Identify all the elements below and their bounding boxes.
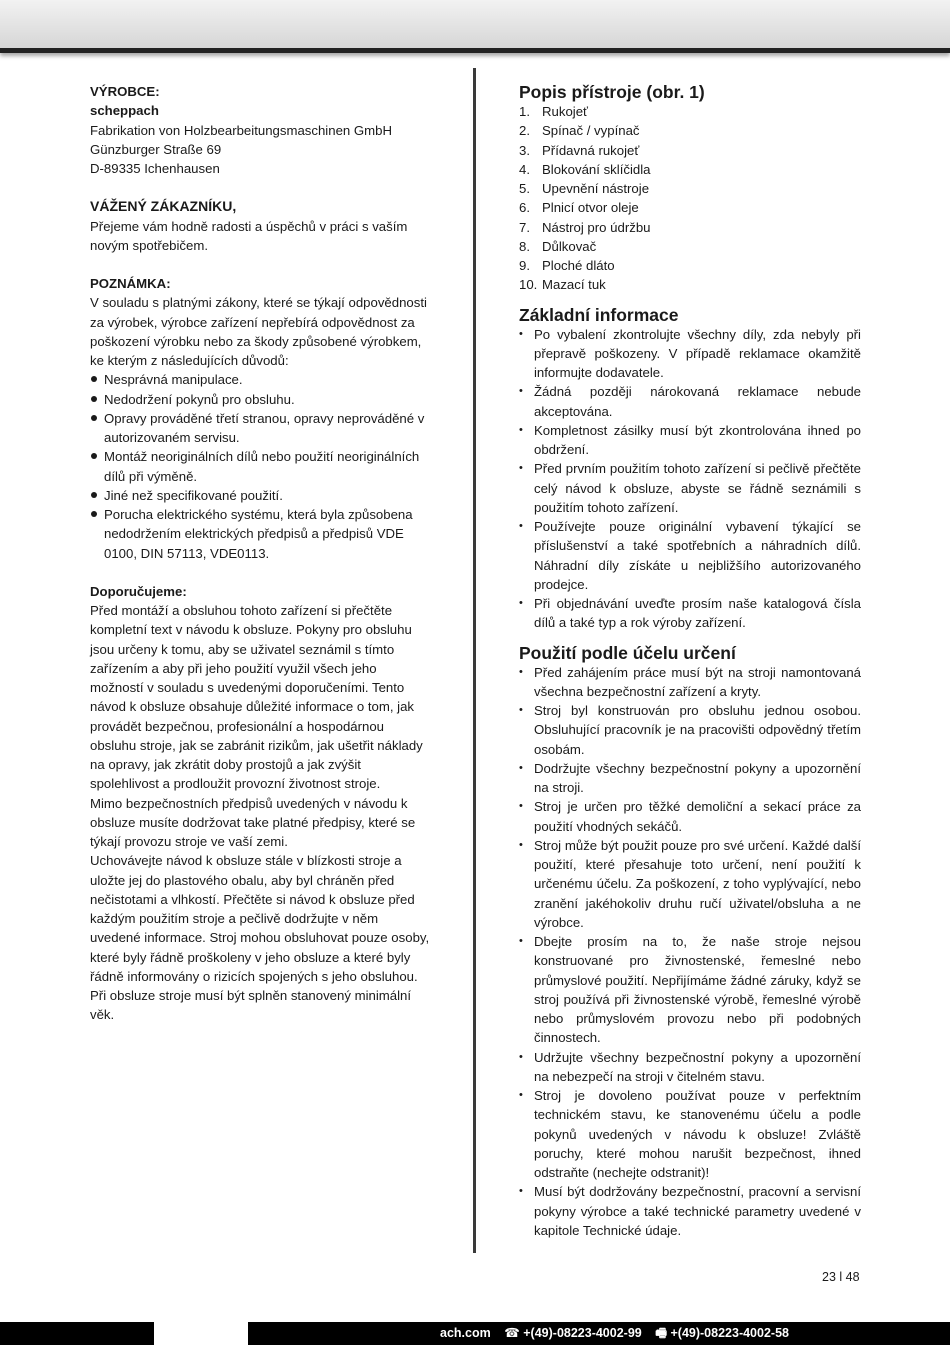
customer-text: Přejeme vám hodně radosti a úspěchů v práci s vaším novým spotřebičem. — [90, 218, 408, 253]
list-item: • Musí být dodržovány bezpečnostní, pracovní a servisní pokyny výrobce a také technické parametry uvedené v kapitole Technické údaje. — [519, 1182, 861, 1240]
intended-use-heading: Použití podle účelu určení — [519, 642, 736, 663]
page-number: 23 l 48 — [822, 1270, 860, 1284]
list-item: • Při objednávání uveďte prosím naše katalogová čísla dílů a také typ a rok výroby zařízení. — [519, 594, 861, 633]
list-item: 9. Ploché dláto — [519, 258, 615, 273]
device-parts-list — [519, 102, 861, 295]
list-item: • Před zahájením práce musí být na stroji namontovaná všechna bezpečnostní zařízení a kryty. — [519, 663, 861, 702]
list-item: 1. Rukojeť — [519, 104, 588, 119]
right-column — [519, 82, 861, 1240]
list-item: 2. Spínač / vypínač — [519, 123, 640, 139]
list-item: • Stroj může být použit pouze pro své určení. Každé další použití, které přesahuje toto určení, není použití k určenému účelu. Za poškození, z toho vyplývající, nebo zranění jakéhokoliv druhu ručí uživatel/obsluha a ne výrobce. — [519, 836, 861, 932]
list-item: • Žádná později nárokovaná reklamace nebude akceptována. — [519, 382, 861, 421]
list-item: • Stroj je dovoleno používat pouze v perfektním technickém stavu, ke stanovenému účelu a podle pokynů uvedených v návodu k obsluze! Zvláště poruchy, které mohou narušit bezpečnost, ihned odstraňte (nechejte odstranit)! — [519, 1086, 861, 1182]
recommend-paragraph: Mimo bezpečnostních předpisů uvedených v návodu k obsluze musíte dodržovat take platné předpisy, které se týkají provozu stroje ve vaší zemi. — [90, 795, 416, 849]
list-item: 4. Blokování sklíčidla — [519, 161, 651, 177]
manufacturer-line: Fabrikation von Holzbearbeitungsmaschinen GmbH — [90, 122, 392, 138]
list-item: • Kompletnost zásilky musí být zkontrolována ihned po obdržení. — [519, 421, 861, 460]
list-item: • Udržujte všechny bezpečnostní pokyny a upozornění na nebezpečí na stroji v čitelném stavu. — [519, 1048, 861, 1087]
device-heading: Popis přístroje (obr. 1) — [519, 82, 705, 102]
manufacturer-name: scheppach — [90, 103, 159, 119]
footer-bar — [0, 1322, 950, 1345]
list-item: • Po vybalení zkontrolujte všechny díly, zda nebyly při přepravě poškozeny. V případě reklamace okamžitě informujte dodavatele. — [519, 325, 861, 383]
list-item: 8. Důlkovač — [519, 238, 597, 254]
list-item: Opravy prováděné třetí stranou, opravy neprováděné v autorizovaném servisu. — [90, 409, 432, 448]
list-item: 6. Plnicí otvor oleje — [519, 200, 639, 216]
manufacturer-line: Günzburger Straße 69 — [90, 141, 222, 157]
column-divider — [473, 68, 476, 1253]
list-item: Nesprávná manipulace. — [90, 370, 432, 389]
note-list — [90, 370, 432, 563]
website-link[interactable]: ach.com — [440, 1326, 491, 1340]
list-item: • Dodržujte všechny bezpečnostní pokyny a upozornění na stroji. — [519, 759, 861, 798]
footer-white-block — [154, 1322, 248, 1345]
list-item: 7. Nástroj pro údržbu — [519, 219, 651, 235]
list-item: 5. Upevnění nástroje — [519, 181, 650, 196]
list-item: Jiné než specifikované použití. — [90, 486, 432, 505]
fax-number: 🖷 +(49)-08223-4002-58 — [655, 1326, 789, 1340]
list-item: • Používejte pouze originální vybavení týkající se příslušenství a také spotřebních a náhradních dílů. Náhradní díly získáte u nejbližšího autorizovaného prodejce. — [519, 517, 861, 594]
phone-number: ☎ +(49)-08223-4002-99 — [504, 1326, 642, 1340]
recommend-heading: Doporučujeme: — [90, 583, 187, 599]
customer-heading: VÁŽENÝ ZÁKAZNÍKU, — [90, 198, 237, 215]
left-column — [90, 82, 432, 1025]
manufacturer-line: D-89335 Ichenhausen — [90, 161, 220, 176]
list-item: Nedodržení pokynů pro obsluhu. — [90, 390, 432, 409]
intended-use-list — [519, 663, 861, 1241]
manufacturer-heading: VÝROBCE: — [90, 84, 160, 99]
list-item: • Stroj je určen pro těžké demoliční a sekací práce za použití vhodných sekáčů. — [519, 797, 861, 836]
note-heading: POZNÁMKA: — [90, 276, 171, 291]
list-item: • Před prvním použitím tohoto zařízení si pečlivě přečtěte celý návod k obsluze, abyste se řádně seznámili s použitím tohoto zařízení. — [519, 459, 861, 517]
recommend-paragraph: Uchovávejte návod k obsluze stále v blízkosti stroje a uložte jej do plastového obalu, aby byl chráněn před nečistotami a vlhkostí. Přečtěte si návod k obsluze před každým použitím stroje a pečlivě dodržujte v něm uvedené informace. Stroj mohou obsluhovat pouze osoby, které byly řádně proškoleny v jeho obsluze a které byly řádně informovány o rizicích spojených s jeho obsluhou. Při obsluze stroje musí být splněn stanovený minimální věk. — [90, 853, 430, 1023]
header-band — [0, 0, 950, 53]
list-item: 10. Mazací tuk — [519, 277, 606, 293]
note-text: V souladu s platnými zákony, které se týkají odpovědnosti za výrobek, výrobce zařízení nepřebírá odpovědnost za poškození výrobku nebo za škody způsobené výrobkem, ke kterým z následujících důvodů: — [90, 295, 427, 368]
list-item: • Stroj byl konstruován pro obsluhu jednou osobou. Obsluhující pracovník je na pracovišti odpovědný třetím osobám. — [519, 701, 861, 759]
recommend-paragraph: Před montáží a obsluhou tohoto zařízení si přečtěte kompletní text v návodu k obsluze. Pokyny pro obsluhu jsou určeny k tomu, aby se uživatel seznámil s tímto zařízením a aby při jeho použití využil všech jeho možností v souladu s uvedenými doporučeními. Tento návod k obsluze obsahuje důležité informace o tom, jak provádět bezpečnou, profesionální a hospodárnou obsluhu stroje, jak se zabránit rizikům, jak ušetřit náklady na opravy, jak zkrátit doby prostojů a jak zvýšit spolehlivost a prodloužit provozní životnost stroje. — [90, 603, 423, 792]
basic-info-heading: Základní informace — [519, 304, 679, 325]
footer-contacts — [440, 1322, 799, 1345]
list-item: Porucha elektrického systému, která byla způsobena nedodržením elektrických předpisů a předpisů VDE 0100, DIN 57113, VDE0113. — [90, 505, 432, 563]
list-item: Montáž neoriginálních dílů nebo použití neoriginálních dílů při výměně. — [90, 447, 432, 486]
list-item: 3. Přídavná rukojeť — [519, 142, 640, 158]
basic-info-list — [519, 325, 861, 633]
list-item: • Dbejte prosím na to, že naše stroje nejsou konstruované pro živnostenské, řemeslné nebo průmyslové použití. Nepřijímáme žádné záruky, když se stroj používá při živnostenské výrobě, řemeslné výrobě nebo průmyslovém provozu nebo při podobných činnostech. — [519, 932, 861, 1048]
